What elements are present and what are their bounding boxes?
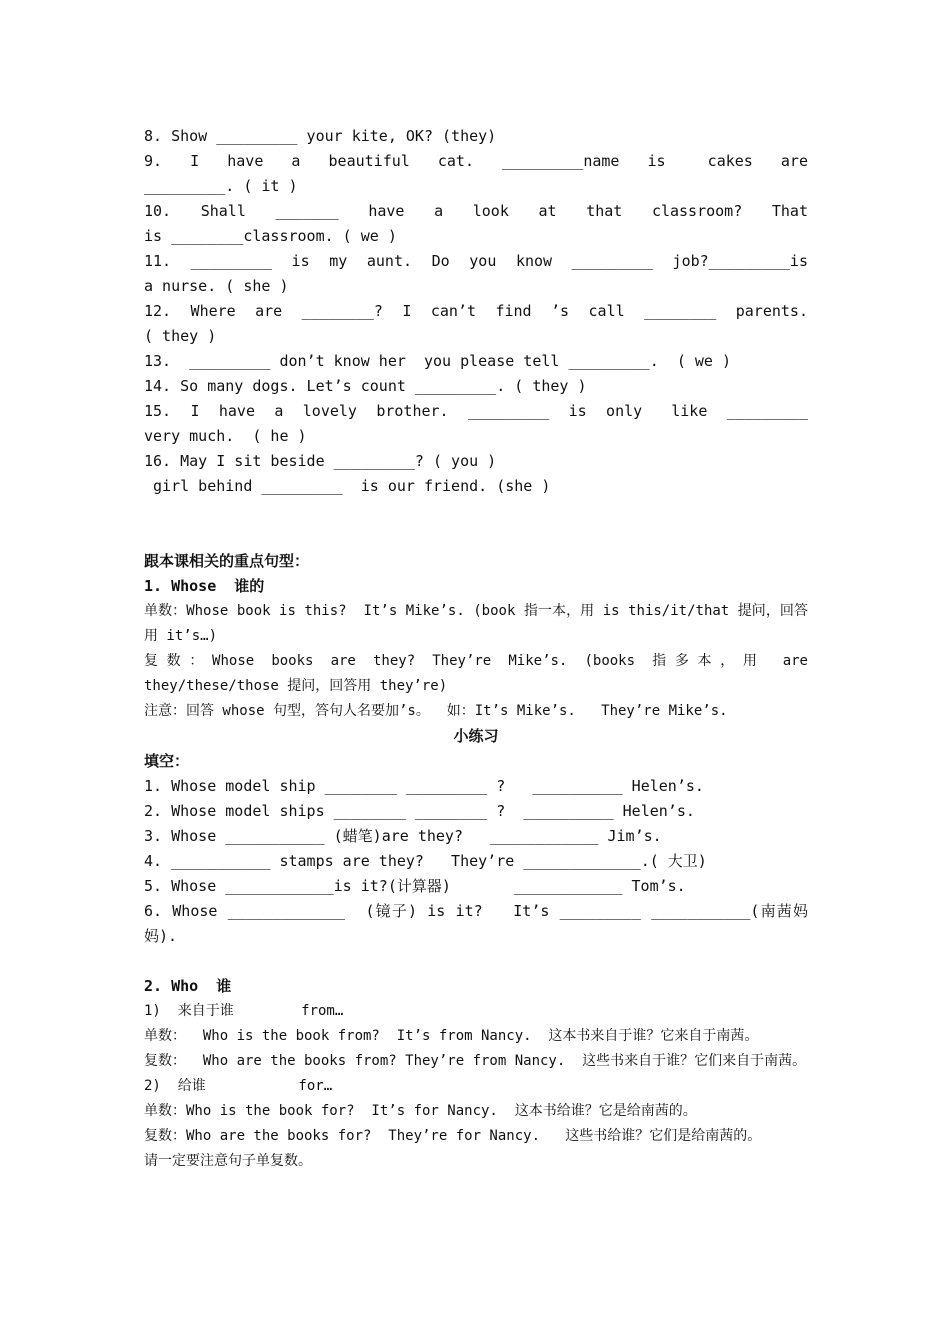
whose-title: 1. Whose 谁的 — [144, 577, 265, 595]
practice-item-5: 5. Whose ____________is it?(计算器) ____________ Tom’s. — [144, 877, 686, 895]
who-sub1-singular: 单数： Who is the book from? It’s from Nancy. 这本书来自于谁？它来自于南茜。 — [144, 1028, 759, 1044]
exercise-line-13: 13. _________ don’t know her you please tell _________. ( we ) — [144, 352, 731, 370]
who-sub2-plural: 复数：Who are the books for? They’re for Nancy. 这些书给谁？它们是给南茜的。 — [144, 1128, 762, 1144]
who-sub2-singular: 单数：Who is the book for? It’s for Nancy. 这本书给谁？它是给南茜的。 — [144, 1103, 697, 1119]
whose-singular: 单数：Whose book is this? It’s Mike’s. (book 指一本，用 is this/it/that 提问，回答用 it’s…) — [144, 603, 808, 644]
practice-item-3: 3. Whose ___________ (蜡笔)are they? ____________ Jim’s. — [144, 827, 662, 845]
whose-section — [144, 574, 817, 724]
practice-title: 小练习 — [453, 727, 499, 745]
practice-item-4: 4. ___________ stamps are they? They’re _____________.( 大卫) — [144, 852, 707, 870]
exercise-line-15: 15. I have a lovely brother. _________ is only like _________ very much. ( he ) — [144, 402, 827, 445]
whose-note: 注意：回答 whose 句型，答句人名要加’s。 如：It’s Mike’s. They’re Mike’s. — [144, 703, 728, 719]
exercise-line-16: 16. May I sit beside _________? ( you ) — [144, 452, 497, 470]
exercise-line-17: girl behind _________ is our friend. (she ) — [144, 477, 551, 495]
exercise-line-12: 12. Where are ________? I can’t find ’s call ________ parents. ( they ) — [144, 302, 818, 345]
practice-section — [144, 724, 808, 949]
who-sub1-plural: 复数： Who are the books from? They’re from Nancy. 这些书来自于谁？它们来自于南茜。 — [144, 1053, 807, 1069]
whose-plural: 复数：Whose books are they? They’re Mike’s. (books 指多本，用 are they/these/those 提问，回答用 they’re) — [144, 653, 817, 694]
fill-label: 填空： — [144, 752, 190, 770]
who-sub2-label: 2) 给谁 for… — [144, 1078, 333, 1094]
who-reminder: 请一定要注意句子单复数。 — [144, 1153, 312, 1169]
exercise-line-14: 14. So many dogs. Let’s count _________. ( they ) — [144, 377, 587, 395]
section-heading: 跟本课相关的重点句型： — [144, 552, 310, 570]
who-title: 2. Who 谁 — [144, 977, 232, 995]
exercise-line-8: 8. Show _________ your kite, OK? (they) — [144, 127, 497, 145]
who-sub1-label: 1) 来自于谁 from… — [144, 1003, 344, 1019]
practice-item-6: 6. Whose _____________ (镜子) is it? It’s _________ ___________(南茜妈妈). — [144, 902, 808, 945]
exercise-line-10: 10. Shall _______ have a look at that classroom? That is ________classroom. ( we ) — [144, 202, 836, 245]
who-section — [144, 974, 808, 1174]
practice-item-1: 1. Whose model ship ________ _________ ? __________ Helen’s. — [144, 777, 704, 795]
exercise-line-9: 9. I have a beautiful cat. _________name is cakes are _________. ( it ) — [144, 152, 827, 195]
document-page — [144, 124, 836, 1174]
exercise-line-11: 11. _________ is my aunt. Do you know _________ job?_________is a nurse. ( she ) — [144, 252, 827, 295]
practice-item-2: 2. Whose model ships ________ ________ ? __________ Helen’s. — [144, 802, 695, 820]
pronoun-exercise — [144, 124, 836, 499]
